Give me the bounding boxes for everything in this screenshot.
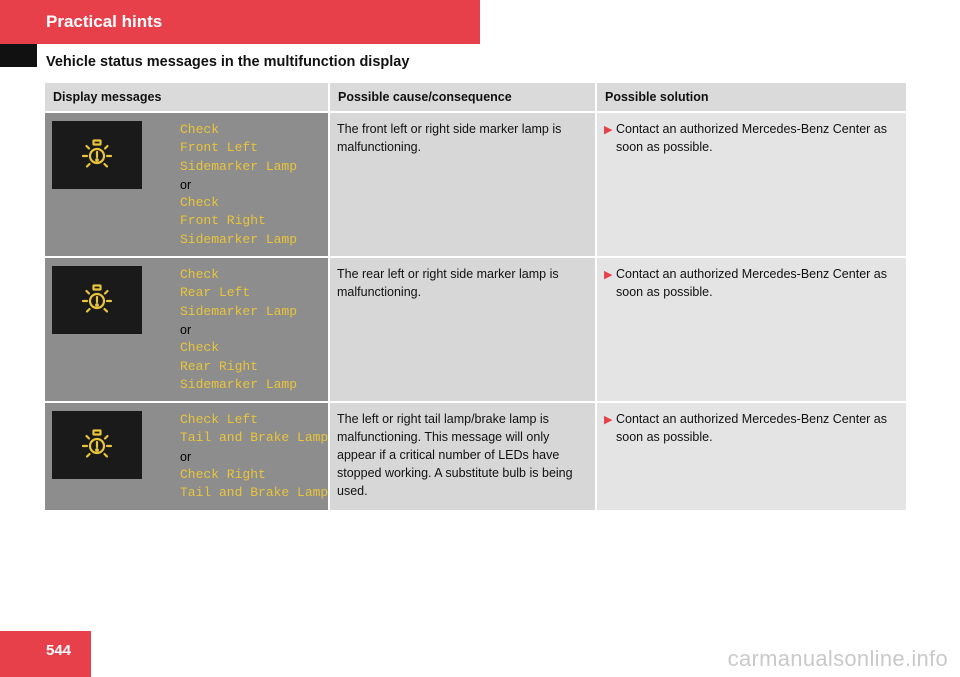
- watermark: carmanualsonline.info: [727, 646, 948, 671]
- section-marker: [0, 44, 37, 67]
- display-message-line: or: [180, 177, 192, 192]
- arrow-bullet-icon: ▶: [604, 124, 613, 136]
- display-message-line: Check Right: [180, 467, 266, 483]
- display-message-line: Sidemarker Lamp: [180, 231, 298, 247]
- arrow-bullet-icon: ▶: [604, 414, 613, 427]
- display-messages-cell: [45, 402, 329, 510]
- display-message-line: Tail and Brake Lamp: [180, 430, 329, 446]
- lamp-warning-icon: [52, 121, 142, 189]
- display-message-line: Check: [180, 122, 220, 137]
- solution-cell: [596, 112, 906, 257]
- lamp-warning-icon: [52, 266, 142, 334]
- display-message-line: Front Left: [180, 140, 259, 156]
- display-message-line: Tail and Brake Lamp: [180, 485, 329, 501]
- solution-cell: [596, 402, 906, 510]
- header-solution: Possible solution: [596, 83, 906, 112]
- page-number: 544: [46, 642, 72, 659]
- table-row: [45, 402, 906, 510]
- display-message-line: Sidemarker Lamp: [180, 303, 298, 319]
- display-message-line: Sidemarker Lamp: [180, 158, 298, 174]
- display-message-line: Check: [180, 267, 220, 283]
- display-messages-cell: [45, 112, 329, 257]
- display-message-line: Rear Left: [180, 285, 251, 301]
- table-row: [45, 257, 906, 402]
- solution-text: Contact an authorized Mercedes-Benz Center as soon as possible.: [616, 122, 887, 154]
- display-message-line: or: [180, 449, 192, 464]
- display-message-line: Check: [180, 195, 220, 211]
- display-messages-cell: [45, 257, 329, 402]
- header-display-messages: Display messages: [45, 83, 329, 112]
- display-message-line: Check: [180, 340, 220, 356]
- cause-cell: The left or right tail lamp/brake lamp is malfunctioning. This message will only appear if a critical number of LEDs have stopped working. A substitute bulb is being used.: [329, 402, 596, 510]
- cause-cell: The rear left or right side marker lamp is malfunctioning.: [329, 257, 596, 402]
- display-message-line: Sidemarker Lamp: [180, 376, 298, 392]
- table-row: [45, 112, 906, 257]
- solution-cell: [596, 257, 906, 402]
- display-message-line: Check Left: [180, 412, 259, 428]
- page-subtitle: Vehicle status messages in the multifunction display: [46, 54, 410, 70]
- solution-text: Contact an authorized Mercedes-Benz Center as soon as possible.: [616, 412, 887, 445]
- status-messages-table: [45, 83, 906, 512]
- cause-cell: The front left or right side marker lamp is malfunctioning.: [329, 112, 596, 257]
- solution-text: Contact an authorized Mercedes-Benz Center as soon as possible.: [616, 267, 887, 300]
- display-message-line: Rear Right: [180, 358, 259, 374]
- header-cause: Possible cause/consequence: [329, 83, 596, 112]
- display-message-line: Front Right: [180, 213, 266, 229]
- table-header-row: [45, 83, 906, 112]
- display-message-line: or: [180, 322, 192, 337]
- section-title: Practical hints: [46, 12, 163, 31]
- arrow-bullet-icon: ▶: [604, 269, 613, 282]
- lamp-warning-icon: [52, 411, 142, 479]
